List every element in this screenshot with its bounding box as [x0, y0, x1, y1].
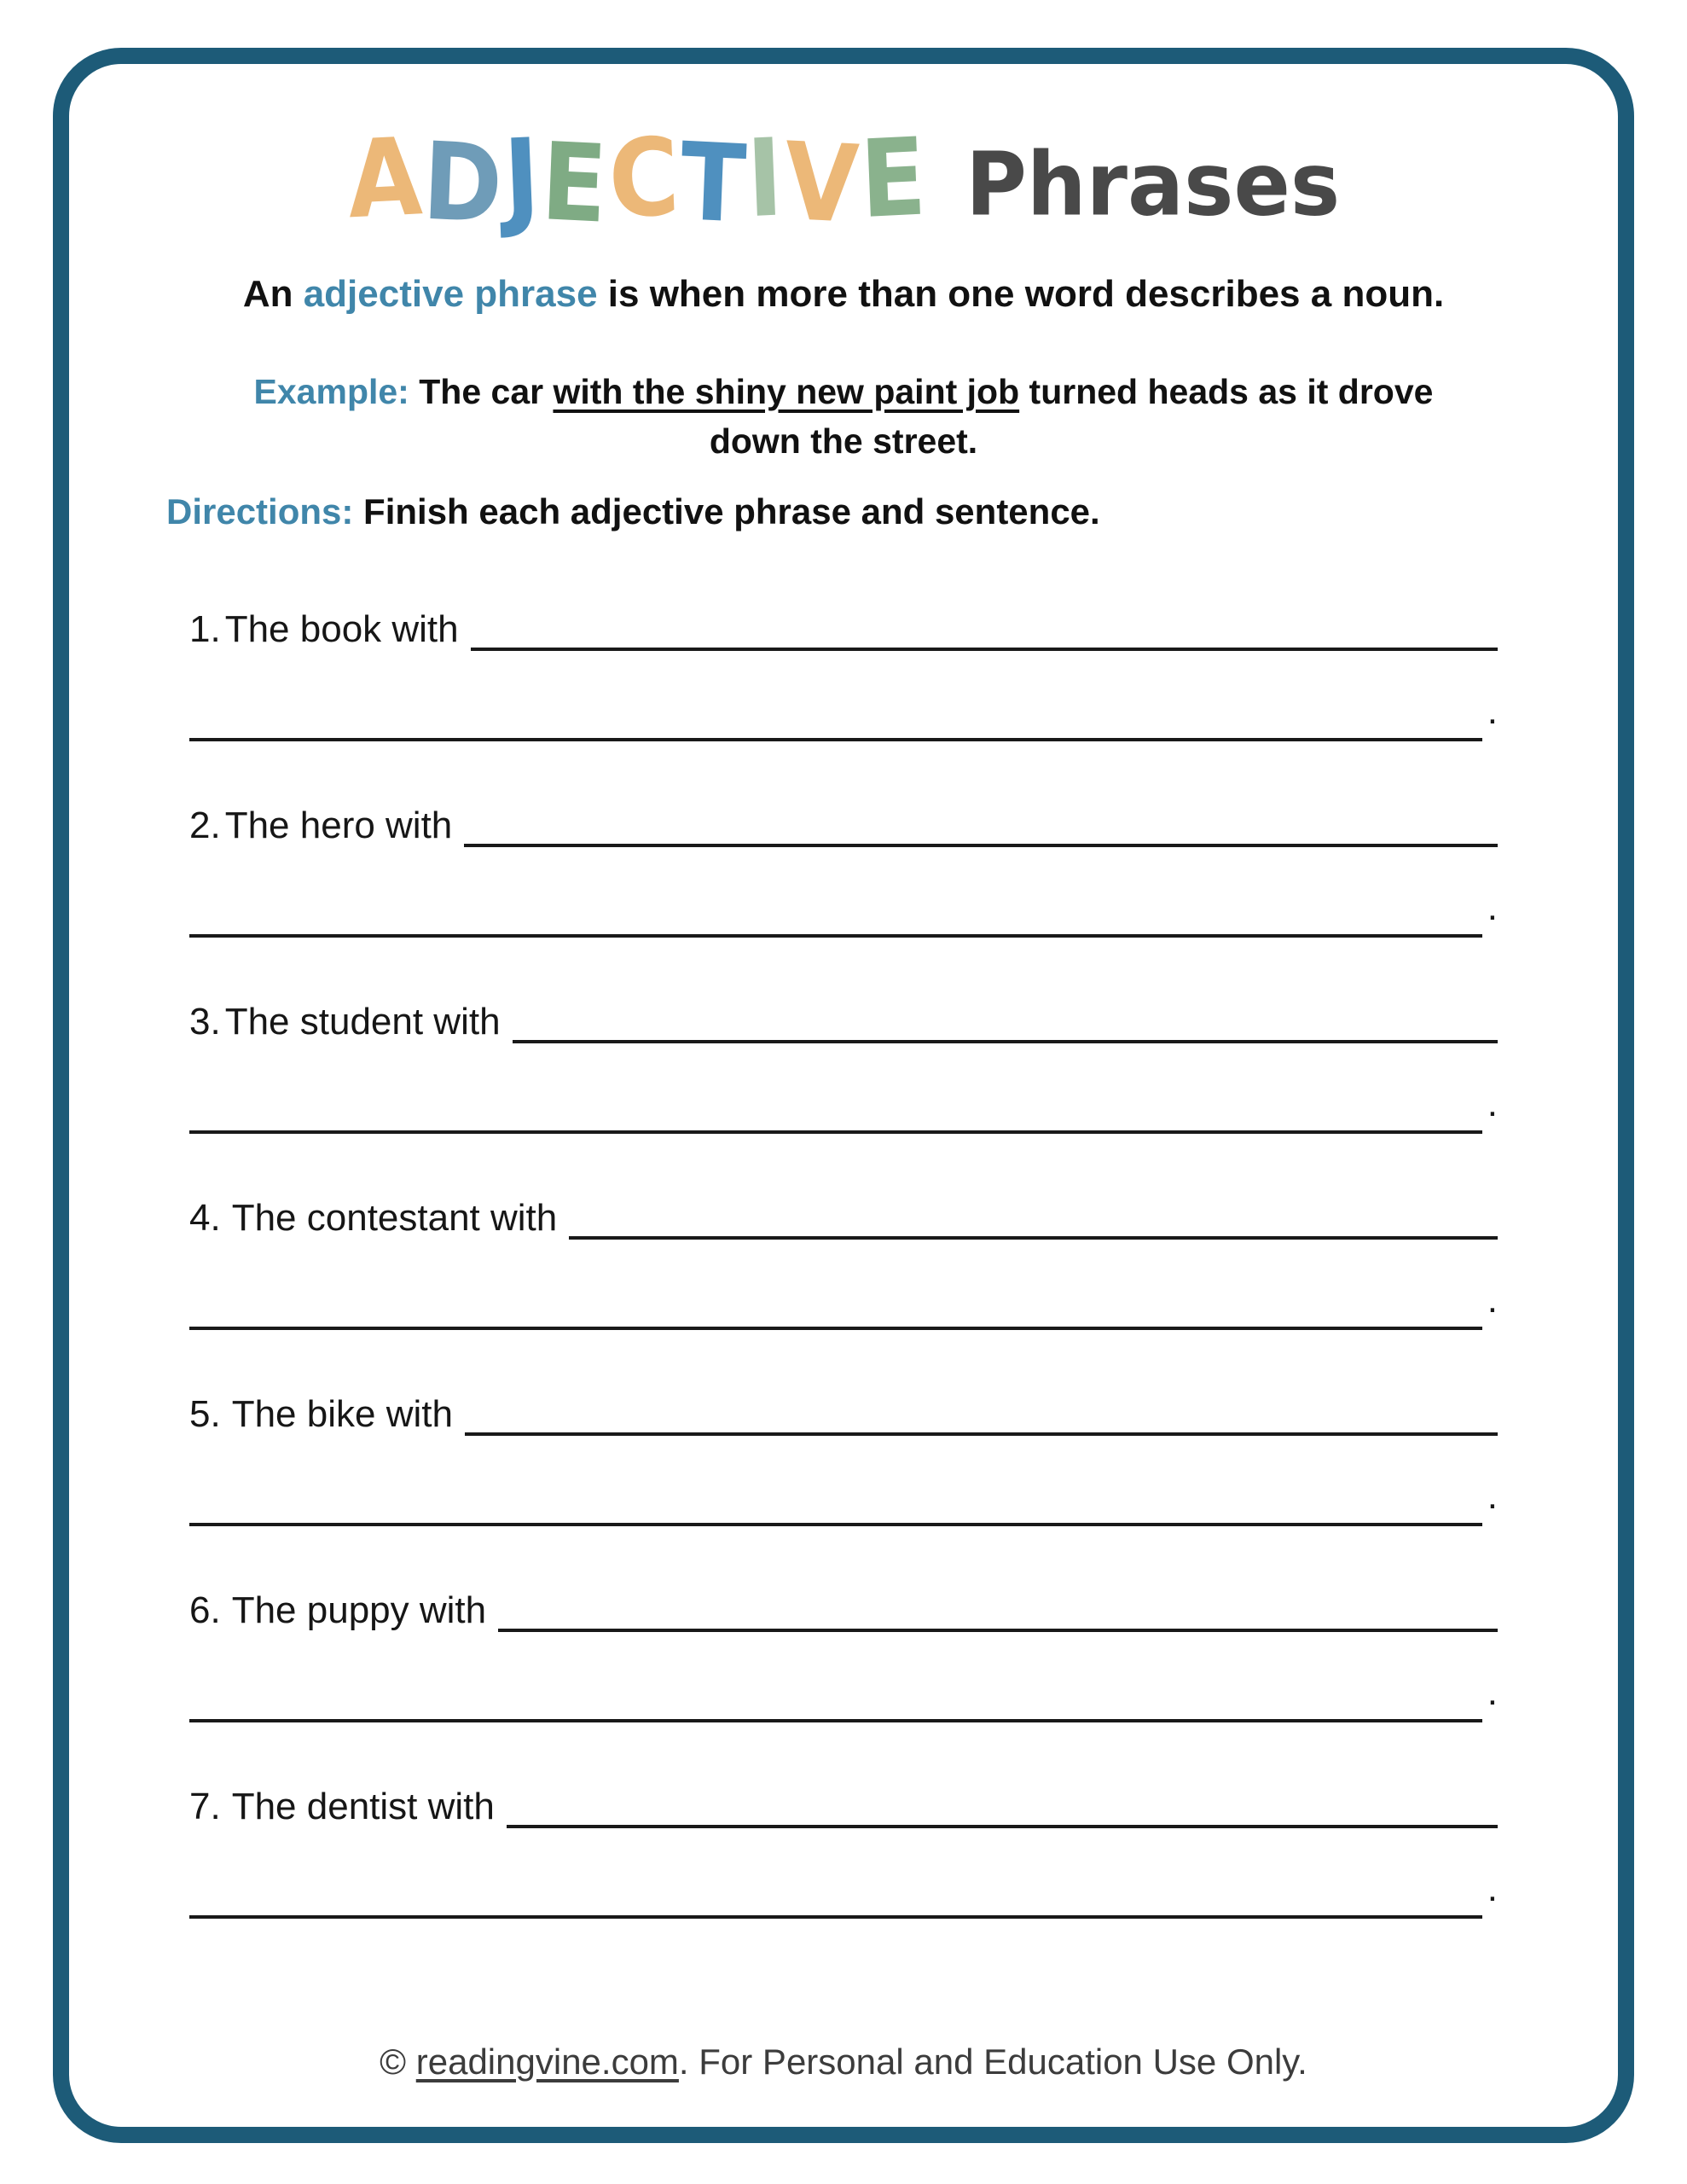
item-period: .	[1487, 1279, 1498, 1321]
footer-suffix: . For Personal and Education Use Only.	[678, 2042, 1307, 2082]
item-text: The book with	[224, 608, 459, 650]
example-post: turned heads as it drove	[1019, 372, 1434, 411]
worksheet-item	[189, 1763, 1498, 1960]
item-line1	[189, 1763, 1498, 1828]
answer-blank-line1	[464, 844, 1498, 847]
item-line1	[189, 586, 1498, 651]
item-text: The puppy with	[231, 1589, 487, 1631]
title-letter: V	[781, 119, 861, 248]
worksheet-item	[189, 586, 1498, 782]
title-letter: D	[420, 119, 506, 248]
worksheet-item	[189, 782, 1498, 979]
title-word-adjective	[345, 114, 928, 248]
answer-blank-line1	[465, 1432, 1498, 1436]
item-text: The dentist with	[231, 1786, 495, 1827]
item-line2	[189, 1632, 1498, 1722]
answer-blank-line2	[189, 1130, 1482, 1134]
item-text: The bike with	[231, 1393, 453, 1435]
items-list	[189, 586, 1498, 1960]
answer-blank-line1	[471, 648, 1498, 651]
intro-highlight: adjective phrase	[303, 273, 598, 315]
footer-link[interactable]: readingvine.com	[415, 2042, 679, 2082]
footer-copyright: ©	[380, 2042, 416, 2082]
worksheet-item	[189, 1567, 1498, 1763]
item-text: The contestant with	[231, 1197, 558, 1239]
item-line2	[189, 1043, 1498, 1134]
item-line2	[189, 1240, 1498, 1330]
item-number: 7.	[189, 1786, 221, 1827]
answer-blank-line2	[189, 1915, 1482, 1919]
example-label: Example:	[253, 372, 409, 411]
title-letter: A	[345, 114, 425, 243]
item-line2	[189, 651, 1498, 741]
item-number: 4.	[189, 1197, 221, 1239]
title-word-phrases: Phrases	[965, 134, 1341, 236]
item-number: 5.	[189, 1393, 221, 1435]
directions-label: Directions:	[166, 491, 354, 531]
item-text: The student with	[224, 1001, 501, 1043]
item-period: .	[1487, 1671, 1498, 1713]
item-line1	[189, 979, 1498, 1043]
item-number: 1.	[189, 608, 221, 650]
example-sentence	[166, 367, 1521, 466]
footer	[0, 2042, 1687, 2082]
intro-post: is when more than one word describes a noun.	[597, 273, 1445, 315]
item-line2	[189, 847, 1498, 938]
item-period: .	[1487, 690, 1498, 732]
item-period: .	[1487, 886, 1498, 928]
item-line1	[189, 1371, 1498, 1436]
title-letter: I	[745, 115, 786, 242]
item-number: 3.	[189, 1001, 221, 1043]
answer-blank-line1	[569, 1236, 1498, 1240]
page-title	[0, 114, 1687, 248]
title-letter: T	[677, 119, 748, 247]
answer-blank-line1	[507, 1825, 1498, 1828]
worksheet-item	[189, 1371, 1498, 1567]
title-letter: J	[501, 115, 542, 242]
title-letter: E	[857, 115, 928, 243]
directions-sentence	[166, 491, 1521, 532]
example-underlined-phrase: with the shiny new paint job	[553, 372, 1020, 411]
worksheet-item	[189, 979, 1498, 1175]
example-line2: down the street.	[709, 421, 978, 461]
item-period: .	[1487, 1867, 1498, 1909]
item-number: 2.	[189, 804, 221, 846]
item-period: .	[1487, 1083, 1498, 1124]
item-line1	[189, 1175, 1498, 1240]
item-period: .	[1487, 1475, 1498, 1517]
item-number: 6.	[189, 1589, 221, 1631]
answer-blank-line1	[498, 1629, 1498, 1632]
item-line2	[189, 1828, 1498, 1919]
answer-blank-line2	[189, 934, 1482, 938]
answer-blank-line2	[189, 1719, 1482, 1722]
worksheet-item	[189, 1175, 1498, 1371]
answer-blank-line2	[189, 1327, 1482, 1330]
item-line1	[189, 782, 1498, 847]
example-pre: The car	[409, 372, 554, 411]
title-letter: E	[539, 119, 610, 247]
item-text: The hero with	[224, 804, 453, 846]
answer-blank-line1	[513, 1040, 1498, 1043]
answer-blank-line2	[189, 738, 1482, 741]
intro-pre: An	[242, 273, 304, 315]
directions-text: Finish each adjective phrase and sentence.	[353, 491, 1100, 531]
item-line1	[189, 1567, 1498, 1632]
intro-sentence	[85, 273, 1602, 316]
title-letter: C	[606, 114, 681, 243]
item-line2	[189, 1436, 1498, 1526]
answer-blank-line2	[189, 1523, 1482, 1526]
